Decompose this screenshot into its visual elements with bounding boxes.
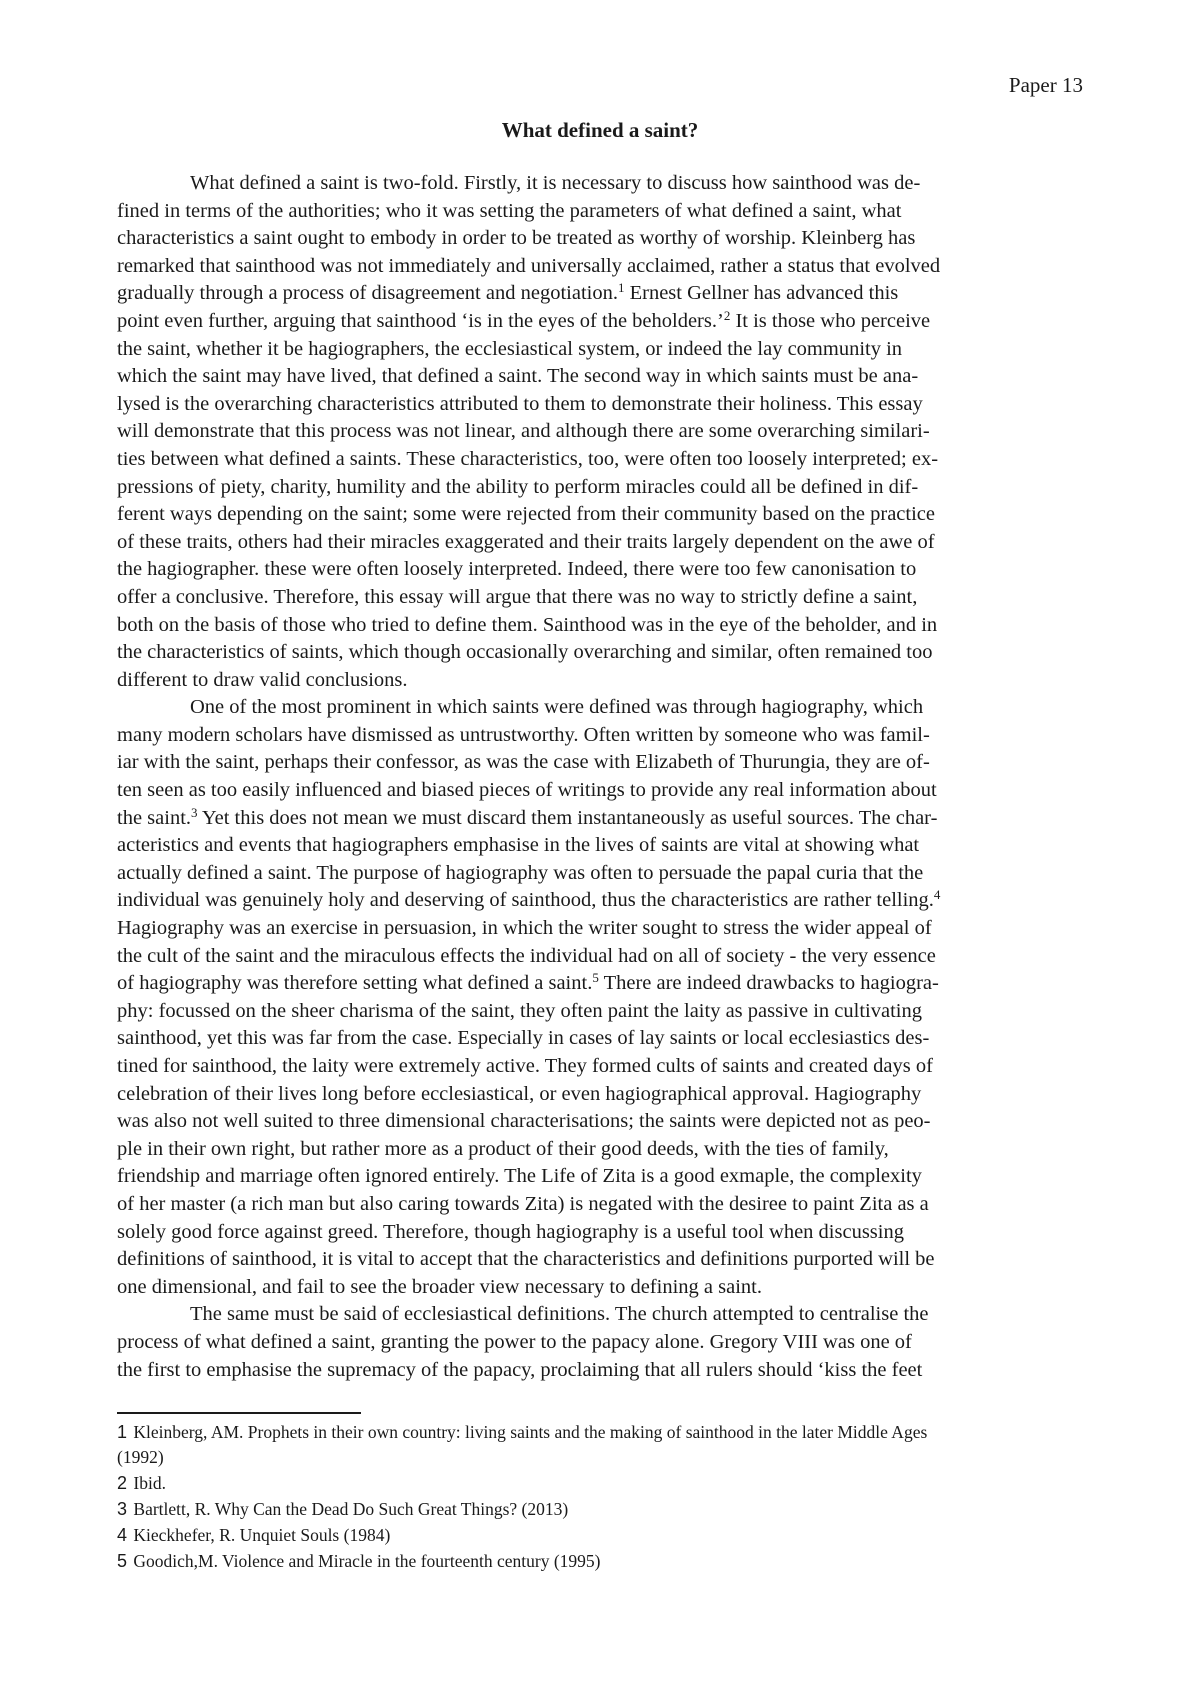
text-line: actually defined a saint. The purpose of hagiography was often to persuade the papal curia that the — [117, 861, 924, 884]
footnote-text: Bartlett, R. Why Can the Dead Do Such Great Things? (2013) — [133, 1499, 569, 1519]
text-line: ferent ways depending on the saint; some were rejected from their community based on the practice — [117, 503, 935, 526]
text-line: One of the most prominent in which saints were defined was through hagiography, which — [190, 696, 924, 719]
text-line: gradually through a process of disagreement and negotiation.$^1$ Ernest Gellner has advanced this — [117, 280, 899, 305]
text-line: definitions of sainthood, it is vital to accept that the characteristics and definitions purported will be — [117, 1248, 935, 1271]
text-line: The same must be said of ecclesiastical definitions. The church attempted to centralise the — [190, 1303, 929, 1326]
text-line: ten seen as too easily influenced and biased pieces of writings to provide any real information about — [117, 779, 937, 802]
footnote-ref[interactable]: 1 — [617, 280, 625, 296]
footnote-number: 1 — [117, 1422, 128, 1442]
document-title: What defined a saint? — [501, 118, 699, 142]
footnote-text: Kieckhefer, R. Unquiet Souls (1984) — [133, 1525, 391, 1545]
text-line: offer a conclusive. Therefore, this essay will argue that there was no way to strictly define a saint, — [117, 585, 918, 608]
text-line: pressions of piety, charity, humility and the ability to perform miracles could all be defined in dif- — [117, 475, 919, 498]
text-line: iar with the saint, perhaps their confessor, as was the case with Elizabeth of Thurungia, they are of- — [117, 751, 930, 774]
text-line: solely good force against greed. Therefore, though hagiography is a useful tool when discussing — [117, 1220, 904, 1243]
body-paragraph — [117, 694, 1083, 1301]
text-line: which the saint may have lived, that defined a saint. The second way in which saints must be ana- — [117, 365, 919, 388]
text-line: sainthood, yet this was far from the case. Especially in cases of lay saints or local ecclesiastics des- — [117, 1027, 930, 1050]
footnote-item — [117, 1471, 1083, 1496]
text-line: ple in their own right, but rather more as a product of their good deeds, with the ties of family, — [117, 1137, 889, 1160]
footnote-item — [117, 1549, 1083, 1574]
text-line: phy: focussed on the sheer charisma of the saint, they often paint the laity as passive in cultivating — [117, 999, 922, 1022]
text-line: tined for sainthood, the laity were extremely active. They formed cults of saints and created days of — [117, 1055, 933, 1077]
body-paragraph — [117, 1301, 1083, 1384]
text-line: both on the basis of those who tried to define them. Sainthood was in the eye of the beholder, and in — [117, 613, 938, 636]
footnote-number: 5 — [117, 1551, 128, 1571]
text-line: the saint.$^3$ Yet this does not mean we must discard them instantaneously as useful sources. The char- — [117, 804, 938, 829]
text-line: point even further, arguing that sainthood ‘is in the eyes of the beholders.’$^2$ It is those who perceive — [117, 307, 931, 332]
footnote-ref[interactable]: 2 — [723, 307, 731, 323]
text-line: acteristics and events that hagiographers emphasise in the lives of saints are vital at showing what — [117, 834, 920, 857]
footnote-number: 2 — [117, 1473, 128, 1493]
text-line: remarked that sainthood was not immediately and universally acclaimed, rather a status that evolved — [117, 254, 941, 277]
footnote-item — [117, 1497, 1083, 1522]
body-paragraph — [117, 170, 1083, 694]
text-line: the saint, whether it be hagiographers, the ecclesiastical system, or indeed the lay community in — [117, 337, 903, 360]
footnote-ref[interactable]: 3 — [191, 804, 198, 820]
text-line: the first to emphasise the supremacy of the papacy, proclaiming that all rulers should ‘kiss the feet — [117, 1358, 923, 1381]
text-line: fined in terms of the authorities; who it was setting the parameters of what defined a saint, what — [117, 199, 902, 222]
text-line: one dimensional, and fail to see the broader view necessary to defining a saint. — [117, 1275, 762, 1298]
text-line: celebration of their lives long before ecclesiastical, or even hagiographical approval. Hagiography — [117, 1082, 922, 1105]
footnote-text: Goodich,M. Violence and Miracle in the fourteenth century (1995) — [133, 1551, 601, 1571]
text-line: lysed is the overarching characteristics attributed to them to demonstrate their holiness. This essay — [117, 392, 923, 415]
text-line: characteristics a saint ought to embody in order to be treated as worthy of worship. Kleinberg has — [117, 227, 916, 250]
footnotes-section — [117, 1420, 1083, 1575]
text-line: will demonstrate that this process was not linear, and although there are some overarching similari- — [117, 420, 930, 443]
footnote-text: Ibid. — [133, 1473, 166, 1493]
text-line: of hagiography was therefore setting what defined a saint.$^5$ There are indeed drawbacks to hagiogra- — [117, 970, 939, 995]
footnote-ref[interactable]: 4 — [933, 887, 941, 903]
footnote-number: 3 — [117, 1499, 128, 1519]
text-line: Hagiography was an exercise in persuasion, in which the writer sought to stress the wider appeal of — [117, 917, 932, 940]
text-line: of these traits, others had their miracles exaggerated and their traits largely dependent on the awe of — [117, 530, 935, 553]
text-line: of her master (a rich man but also caring towards Zita) is negated with the desiree to paint Zita as a — [117, 1192, 929, 1215]
text-line: individual was genuinely holy and deserving of sainthood, thus the characteristics are rather telling.$^4$ — [117, 887, 941, 912]
text-line: the cult of the saint and the miraculous effects the individual had on all of society - the very essence — [117, 944, 936, 967]
footnote-text: Kleinberg, AM. Prophets in their own country: living saints and the making of sainthood in the later Middle Ages — [133, 1422, 928, 1442]
footnote-number: 4 — [117, 1525, 128, 1545]
footnote-item — [117, 1523, 1083, 1548]
footnote-text: (1992) — [117, 1447, 164, 1467]
text-line: process of what defined a saint, granting the power to the papacy alone. Gregory VIII was one of — [117, 1330, 912, 1353]
footnote-ref[interactable]: 5 — [592, 970, 599, 986]
document-body — [117, 170, 1083, 1384]
text-line: ties between what defined a saints. These characteristics, too, were often too loosely interpreted; ex- — [117, 447, 939, 470]
text-line: the characteristics of saints, which though occasionally overarching and similar, often remained too — [117, 641, 933, 664]
text-line: many modern scholars have dismissed as untrustworthy. Often written by someone who was famil- — [117, 723, 930, 746]
text-line: different to draw valid conclusions. — [117, 668, 408, 691]
footnote-separator — [117, 1412, 361, 1414]
text-line: was also not well suited to three dimensional characterisations; the saints were depicted not as peo- — [117, 1110, 931, 1133]
text-line: friendship and marriage often ignored entirely. The Life of Zita is a good exmaple, the complexity — [117, 1165, 922, 1188]
footnote-item — [117, 1420, 1083, 1470]
page-label: Paper 13 — [1008, 73, 1083, 97]
text-line: the hagiographer. these were often loosely interpreted. Indeed, there were too few canonisation to — [117, 558, 917, 581]
text-line: What defined a saint is two-fold. Firstly, it is necessary to discuss how sainthood was de- — [190, 172, 921, 194]
